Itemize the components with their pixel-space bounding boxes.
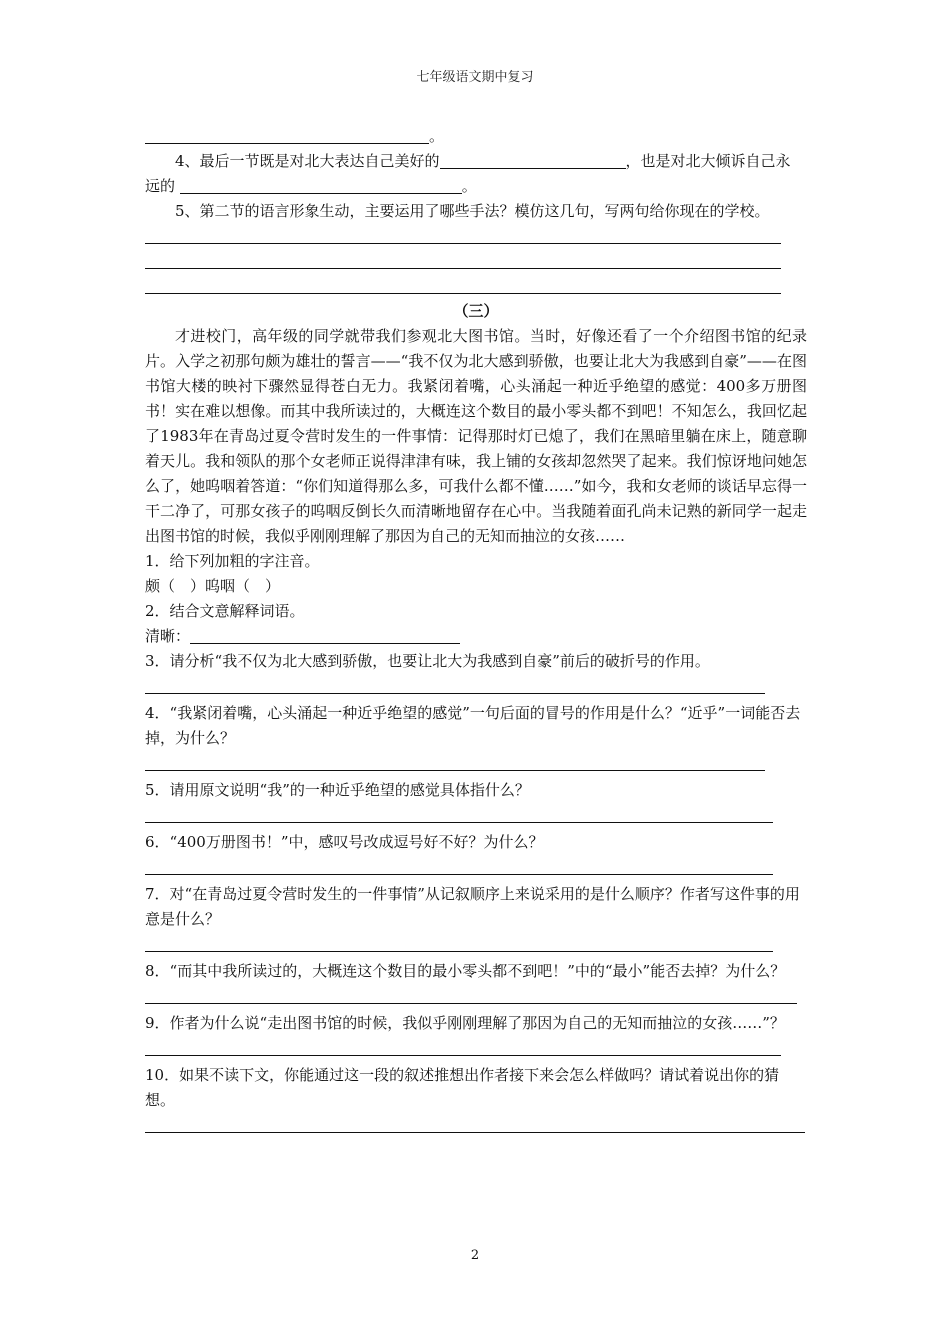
answer-line[interactable]: [145, 984, 807, 1009]
question-7: 7．对“在青岛过夏令营时发生的一件事情”从记叙顺序上来说采用的是什么顺序？作者写这件事的用意是什么？: [145, 885, 800, 928]
answer-line[interactable]: [145, 249, 807, 274]
answer-line[interactable]: [145, 674, 807, 699]
answer-line[interactable]: [145, 1036, 807, 1061]
question-5: 5．请用原文说明“我”的一种近乎绝望的感觉具体指什么？: [145, 781, 530, 799]
question-2-item: 清晰：: [145, 624, 807, 649]
answer-line[interactable]: [145, 803, 807, 828]
answer-blank[interactable]: [180, 177, 462, 194]
answer-blank[interactable]: [190, 627, 460, 644]
question-8: 8．“而其中我所读过的，大概连这个数目的最小零头都不到吧！”中的“最小”能否去掉？为什么？: [145, 962, 786, 980]
question-4: 4．“我紧闭着嘴，心头涌起一种近乎绝望的感觉”一句后面的冒号的作用是什么？“近乎”一词能否去掉，为什么？: [145, 704, 801, 747]
reading-passage: 才进校门，高年级的同学就带我们参观北大图书馆。当时，好像还看了一个介绍图书馆的纪录片。入学之初那句颇为雄壮的誓言——“我不仅为北大感到骄傲，也要让北大为我感到自豪”——在图书馆大楼的映衬下骤然显得苍白无力。我紧闭着嘴，心头涌起一种近乎绝望的感觉：400多万册图书！实在难以想像。而其中我所读过的，大概连这个数目的最小零头都不到吧！不知怎么，我回忆起了1983年在青岛过夏令营时发生的一件事情：记得那时灯已熄了，我们在黑暗里躺在床上，随意聊着天儿。我和领队的那个女老师正说得津津有味，我上铺的女孩却忽然哭了起来。我们惊讶地问她怎么了，她呜咽着答道：“你们知道得那么多，可我什么都不懂……”如今，我和女老师的谈话早忘得一干二净了，可那女孩子的呜咽反倒长久而清晰地留存在心中。当我随着面孔尚未记熟的新同学一起走出图书馆的时候，我似乎刚刚理解了那因为自己的无知而抽泣的女孩……: [145, 327, 807, 545]
question-10: 10．如果不读下文，你能通过这一段的叙述推想出作者接下来会怎么样做吗？请试着说出你的猜想。: [145, 1066, 780, 1109]
question-4-line2: 远的 。: [145, 177, 477, 195]
page-content: [145, 124, 807, 1138]
question-1-items: 颇（ ）呜咽（ ）: [145, 577, 281, 595]
answer-blank[interactable]: [145, 127, 429, 144]
question-1: 1．给下列加粗的字注音。: [145, 552, 320, 570]
answer-line[interactable]: [145, 224, 807, 249]
page-header: 七年级语文期中复习: [416, 70, 534, 85]
answer-blank[interactable]: [440, 152, 626, 169]
answer-line[interactable]: [145, 1113, 807, 1138]
prev-question-end: 。: [145, 124, 807, 149]
question-9: 9．作者为什么说“走出图书馆的时候，我似乎刚刚理解了那因为自己的无知而抽泣的女孩……”？: [145, 1014, 785, 1032]
question-5: 5、第二节的语言形象生动，主要运用了哪些手法？模仿这几句，写两句给你现在的学校。: [175, 202, 770, 220]
answer-line[interactable]: [145, 274, 807, 299]
question-6: 6．“400万册图书！”中，感叹号改成逗号好不好？为什么？: [145, 833, 544, 851]
section-title: （三）: [453, 302, 499, 320]
answer-line[interactable]: [145, 932, 807, 957]
question-4-line1: 4、最后一节既是对北大表达自己美好的 ，也是对北大倾诉自己永: [175, 152, 791, 170]
page-number: 2: [470, 1248, 480, 1263]
answer-line[interactable]: [145, 751, 807, 776]
question-3: 3．请分析“我不仅为北大感到骄傲，也要让北大为我感到自豪”前后的破折号的作用。: [145, 652, 710, 670]
question-2: 2．结合文意解释词语。: [145, 602, 305, 620]
answer-line[interactable]: [145, 855, 807, 880]
